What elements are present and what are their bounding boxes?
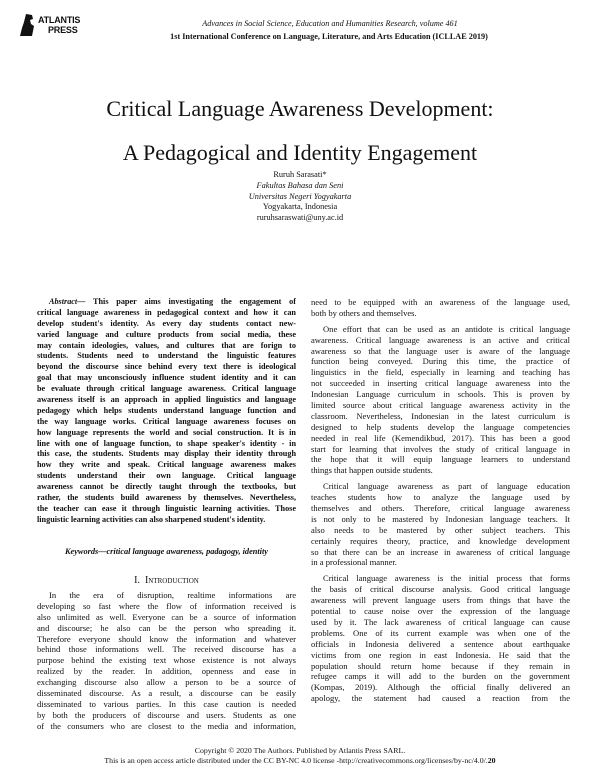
text-line xyxy=(311,481,570,492)
text-line xyxy=(37,439,296,450)
text-line xyxy=(311,367,570,378)
paragraph xyxy=(311,481,570,568)
text-line xyxy=(311,324,570,335)
text-line xyxy=(37,590,296,601)
text-line xyxy=(311,503,570,514)
text-line xyxy=(37,634,296,645)
text-line-content: and discourse; he also can be the person who spreading it. xyxy=(37,622,296,633)
text-line-content: not succeeded in inserting critical language awareness into the xyxy=(311,378,570,389)
text-line-content: critical language awareness in pedagogical context and how it can xyxy=(37,307,296,317)
text-line xyxy=(311,661,570,672)
conference-title: 1st International Conference on Language, Literature, and Arts Education (ICLLAE 2019) xyxy=(170,32,488,41)
left-column-body xyxy=(37,590,296,737)
text-line xyxy=(37,308,296,319)
text-line-content: so that there can be an increase in awareness of critical language xyxy=(311,546,570,557)
author-email: ruruhsaraswati@uny.ac.id xyxy=(256,213,344,223)
text-line-content: Therefore everyone should know the information and whatever xyxy=(37,633,296,644)
text-line xyxy=(37,699,296,710)
text-line xyxy=(311,617,570,628)
text-line xyxy=(311,525,570,536)
text-line-content: also unlimited as well. Everyone can be a source of information xyxy=(37,611,296,622)
text-line xyxy=(37,482,296,493)
text-line xyxy=(311,547,570,558)
abstract xyxy=(37,297,296,526)
text-line xyxy=(37,460,296,471)
text-line-content: the teacher can ease it through linguistic learning activities. Those xyxy=(37,503,296,513)
text-line-content: is not only to be mastered by Indonesian language teachers. It xyxy=(311,513,570,524)
text-line xyxy=(37,384,296,395)
text-line xyxy=(311,389,570,400)
footer-copyright: Copyright © 2020 The Authors. Published by Atlantis Press SARL. xyxy=(194,746,406,755)
text-line xyxy=(311,465,570,476)
text-line xyxy=(311,356,570,367)
paper-title-line2: A Pedagogical and Identity Engagement xyxy=(122,140,478,165)
text-line-content: both by others and themselves. xyxy=(311,307,417,318)
text-line-content: potential to cause noise over the expression of the language xyxy=(311,606,570,617)
text-line xyxy=(37,515,296,526)
text-line-content: awareness cannot be directly taught through the textbooks, but xyxy=(37,482,296,492)
text-line-content: used by it. The lack awareness of critical language can cause xyxy=(311,616,570,627)
text-line-content: awareness. Critical language awareness is an active and critical xyxy=(311,334,570,345)
text-line-content: also needs to be mastered by other subject teachers. This xyxy=(311,524,570,535)
section-title: Introduction xyxy=(144,575,199,586)
text-line xyxy=(311,335,570,346)
text-line-content: linguistics in the field, especially in learning and teaching has xyxy=(311,367,570,378)
text-line xyxy=(37,655,296,666)
text-line-content: function being conveyed. During this time, the practice of xyxy=(311,356,570,367)
footer-license-text: This is an open access article distributed under the CC BY-NC 4.0 license -http://creativecommons.org/licenses/by-nc/4.0/. xyxy=(104,756,488,765)
text-line xyxy=(37,297,296,308)
text-line-content: disseminated to various parties. In this case caution is needed xyxy=(37,698,296,709)
text-line xyxy=(37,710,296,721)
text-line xyxy=(37,601,296,612)
text-line-content: the way language works. Critical language awareness focuses on xyxy=(37,416,296,426)
text-line-content: students understand their own language. Critical language xyxy=(37,471,296,481)
author-city: Yogyakarta, Indonesia xyxy=(262,202,338,212)
text-line-content: problems. One of its current example was when one of the xyxy=(311,627,570,638)
text-line xyxy=(37,644,296,655)
paragraph xyxy=(37,590,296,732)
text-line-content: varied language and culture products from social media, these xyxy=(37,329,296,339)
text-line-content: how they write and speak. Critical language awareness makes xyxy=(37,460,296,470)
text-line xyxy=(311,682,570,693)
text-line xyxy=(37,351,296,362)
author-faculty: Fakultas Bahasa dan Seni xyxy=(256,180,344,190)
text-line xyxy=(311,628,570,639)
keywords: Keywords—critical language awareness, padagogy, identity xyxy=(65,547,268,556)
text-line xyxy=(311,584,570,595)
text-line xyxy=(311,639,570,650)
text-line xyxy=(311,492,570,503)
text-line-content: officials in Indonesia delivered a sentence about earthquake xyxy=(311,638,570,649)
text-line xyxy=(311,693,570,704)
text-line-content: goal that may unconsciously influence student identity and it can xyxy=(37,373,296,383)
text-line-content: developing so fast where the flow of information received is xyxy=(37,600,296,611)
text-line xyxy=(311,308,570,319)
text-line-content: awareness itself is an approach in applied linguistics and language xyxy=(37,395,296,405)
text-line-content: exchanging discourse also allow a person to be a source of xyxy=(37,677,296,688)
abstract-label: Abstract— xyxy=(49,297,86,306)
text-line xyxy=(311,378,570,389)
text-line xyxy=(37,677,296,688)
text-line-content: line with one of language function, to shape speaker's identity - in xyxy=(37,438,296,448)
text-line xyxy=(37,341,296,352)
text-line-content: population should return home because if they remain in xyxy=(311,660,570,671)
text-line-content: (Kompas, 2019). Although the official finally delivered an xyxy=(311,682,570,693)
page-number: 20 xyxy=(487,756,496,765)
text-line-content: designed to help students develop the language competencies xyxy=(311,421,570,432)
logo-text-press: PRESS xyxy=(48,25,78,35)
section-heading-introduction xyxy=(37,575,296,586)
text-line-content: rather, the students build awareness by themselves. Nevertheless, xyxy=(37,493,296,503)
text-line-content: need to be equipped with an awareness of the language used, xyxy=(311,297,570,307)
text-line-content: refugee camps it will add to the burden on the government xyxy=(311,671,570,682)
logo-text-atlantis: ATLANTIS xyxy=(38,15,81,25)
text-line-content: Critical language awareness is the initial process that forms xyxy=(323,573,570,584)
text-line-content: beyond the discourse since behind every text there is ideological xyxy=(37,362,296,372)
text-line-content: needed in real life (Kemendikbud, 2017). This has been a good xyxy=(311,432,570,443)
text-line xyxy=(311,573,570,584)
footer-license xyxy=(0,756,600,765)
text-line-content: Critical language awareness as part of language education xyxy=(323,481,570,492)
text-line xyxy=(311,536,570,547)
text-line xyxy=(311,606,570,617)
text-line xyxy=(37,612,296,623)
paragraph xyxy=(311,297,570,319)
text-line-content: of the consumers who are closest to the media and information, xyxy=(37,720,296,731)
text-line xyxy=(37,395,296,406)
text-line xyxy=(311,297,570,308)
text-line-content: the basis of critical discourse analysis. Good critical language xyxy=(311,584,570,595)
text-line-content: things that happen outside students. xyxy=(311,465,433,476)
text-line xyxy=(37,362,296,373)
text-line xyxy=(311,433,570,444)
text-line xyxy=(311,444,570,455)
text-line-content: the hope that it will equip language learners to understand xyxy=(311,454,570,465)
text-line-content: behind those informations well. The received discourse has a xyxy=(37,644,296,655)
text-line-content: One effort that can be used as an antidote is critical language xyxy=(323,323,570,334)
text-line xyxy=(37,493,296,504)
text-line xyxy=(37,428,296,439)
text-line xyxy=(311,671,570,682)
text-line xyxy=(37,471,296,482)
text-line xyxy=(311,595,570,606)
text-line xyxy=(311,454,570,465)
text-line-content: certainly requires theory, practice, and knowledge development xyxy=(311,535,570,546)
text-line xyxy=(311,411,570,422)
right-column-body xyxy=(311,297,570,709)
text-line xyxy=(311,650,570,661)
author-university: Universitas Negeri Yogyakarta xyxy=(248,191,352,201)
text-line-content: develop student's identity. As every day students contact new- xyxy=(37,318,296,328)
text-line-content: purpose behind the existing text whose existence is not always xyxy=(37,655,296,666)
text-line xyxy=(37,449,296,460)
section-number: I. xyxy=(134,575,140,586)
text-line-content: Indonesian Language curriculum in schools. This is proven by xyxy=(311,389,570,400)
text-line-content: This paper aims investigating the engagement of xyxy=(93,297,296,306)
text-line-content: realized by the reader. In addition, openness and ease in xyxy=(37,666,296,677)
text-line-content: awareness so that the language user is aware of the language xyxy=(311,345,570,356)
text-line-content: this case, the students. Students may display their identity through xyxy=(37,449,296,459)
paragraph xyxy=(311,573,570,704)
text-line-content: how language represents the world and social construction. It is in xyxy=(37,427,296,437)
text-line xyxy=(311,400,570,411)
text-line xyxy=(37,417,296,428)
text-line-content: linguistic learning activities can also sharpened student's identity. xyxy=(37,514,266,524)
text-line-content: In the era of disruption, realtime informations are xyxy=(49,590,296,600)
text-line-content: disseminated discourse. As a result, a discourse can be easily xyxy=(37,688,296,699)
text-line-content: awareness will prevent language users from things that have the xyxy=(311,595,570,606)
text-line-content: limited source about critical language awareness activity in the xyxy=(311,400,570,411)
text-line xyxy=(37,373,296,384)
text-line-content: themselves and others. Therefore, critical language awareness xyxy=(311,503,570,514)
text-line xyxy=(311,422,570,433)
text-line xyxy=(37,319,296,330)
text-line xyxy=(37,406,296,417)
text-line xyxy=(37,721,296,732)
author-block xyxy=(0,170,600,224)
text-line xyxy=(37,504,296,515)
text-line xyxy=(311,346,570,357)
text-line xyxy=(311,514,570,525)
text-line-content: apology, the statement had caused a reaction from the xyxy=(311,693,570,704)
text-line xyxy=(37,623,296,634)
text-line-content: students. Students need to understand the linguistic features xyxy=(37,351,296,361)
text-line-content: be evaluate through critical language awareness. Critical language xyxy=(37,384,296,394)
text-line-content: start for learning that involves the study of critical language in xyxy=(311,443,570,454)
text-line xyxy=(37,666,296,677)
text-line-content: teaches students how to analyze the language used by xyxy=(311,492,570,503)
text-line xyxy=(37,330,296,341)
series-title: Advances in Social Science, Education and Humanities Research, volume 461 xyxy=(202,19,458,28)
text-line-content: by both the producers of discourse and users. Students as one xyxy=(37,709,296,720)
text-line-content: may contain ideologies, values, and cultures that are forign to xyxy=(37,340,296,350)
text-line xyxy=(311,557,570,568)
text-line-content: pedagogy which helps students understand language function and xyxy=(37,405,296,415)
author-name: Ruruh Sarasati* xyxy=(273,170,327,179)
text-line-content: victims from one region in east Indonesia. He said that the xyxy=(311,649,570,660)
text-line xyxy=(37,688,296,699)
paragraph xyxy=(311,324,570,476)
text-line-content: in a professional manner. xyxy=(311,557,397,568)
text-line-content: classroom. Nevertheless, Indonesian in the latest curriculum is xyxy=(311,410,570,421)
paper-title-line1: Critical Language Awareness Development: xyxy=(106,96,494,121)
